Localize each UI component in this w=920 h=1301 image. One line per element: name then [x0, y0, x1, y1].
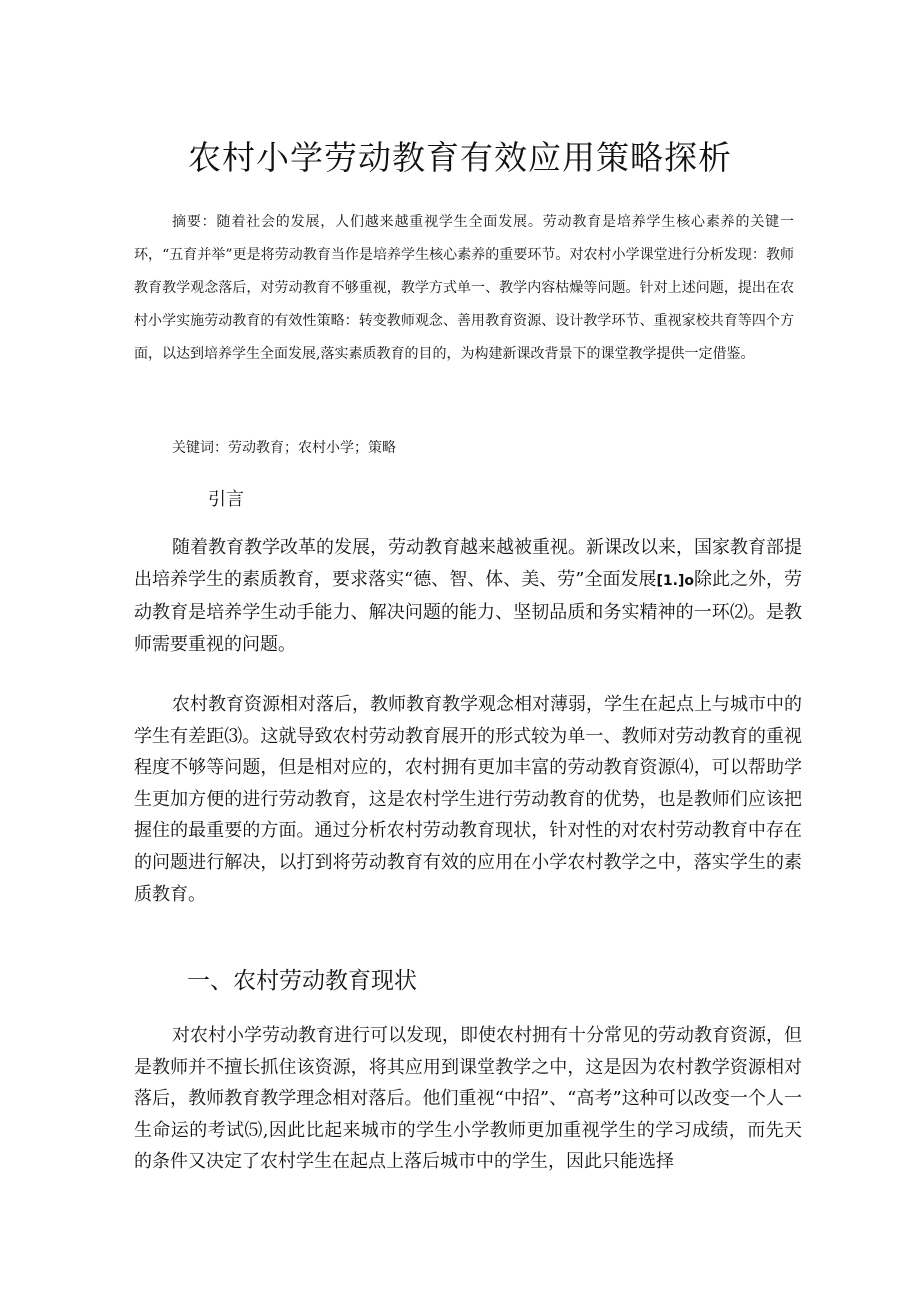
section-heading-1: 一、农村劳动教育现状 [187, 968, 417, 994]
intro-paragraph-1-text-a: 随着教育教学改革的发展，劳动教育越来越被重视。新课改以来，国家教育部提出培养学生的素质教育，要求落实“德、智、体、美、劳”全面发展 [134, 537, 802, 590]
intro-paragraph-1-text-b: 除此之外，劳动教育是培养学生动手能力、解决问题的能力、坚韧品质和务实精神的一环⑵。是教师需要重视的问题。 [134, 568, 803, 655]
section-1-paragraph-1: 对农村小学劳动教育进行可以发现，即使农村拥有十分常见的劳动教育资源，但是教师并不擅长抓住该资源，将其应用到课堂教学之中，这是因为农村教学资源相对落后，教师教育教学理念相对落后。他们重视“中招”、“高考”这种可以改变一个人一生命运的考试⑸,因此比起来城市的学生小学教师更加重视学生的学习成绩，而先天的条件又决定了农村学生在起点上落后城市中的学生，因此只能选择 [134, 1025, 802, 1173]
intro-paragraph-1 [134, 532, 802, 660]
intro-heading: 引言 [208, 489, 244, 510]
paper-title: 农村小学劳动教育有效应用策略探析 [188, 138, 732, 177]
keywords: 关键词：劳动教育；农村小学；策略 [172, 440, 396, 456]
intro-paragraph-2: 农村教育资源相对落后，教师教育教学观念相对薄弱，学生在起点上与城市中的学生有差距⑶。这就导致农村劳动教育展开的形式较为单一、教师对劳动教育的重视程度不够等问题，但是相对应的，农村拥有更加丰富的劳动教育资源⑷，可以帮助学生更加方便的进行劳动教育，这是农村学生进行劳动教育的优势，也是教师们应该把握住的最重要的方面。通过分析农村劳动教育现状，针对性的对农村劳动教育中存在的问题进行解决，以打到将劳动教育有效的应用在小学农村教学之中，落实学生的素质教育。 [134, 694, 802, 905]
citation-1: [1.]o [656, 572, 694, 589]
abstract: 摘要：随着社会的发展，人们越来越重视学生全面发展。劳动教育是培养学生核心素养的关键一环，“五育并举”更是将劳动教育当作是培养学生核心素养的重要环节。对农村小学课堂进行分析发现：教师教育教学观念落后，对劳动教育不够重视，教学方式单一、教学内容枯燥等问题。针对上述问题，提出在农村小学实施劳动教育的有效性策略：转变教师观念、善用教育资源、设计教学环节、重视家校共育等四个方面，以达到培养学生全面发展,落实素质教育的目的，为构建新课改背景下的课堂教学提供一定借鉴。 [134, 214, 794, 362]
